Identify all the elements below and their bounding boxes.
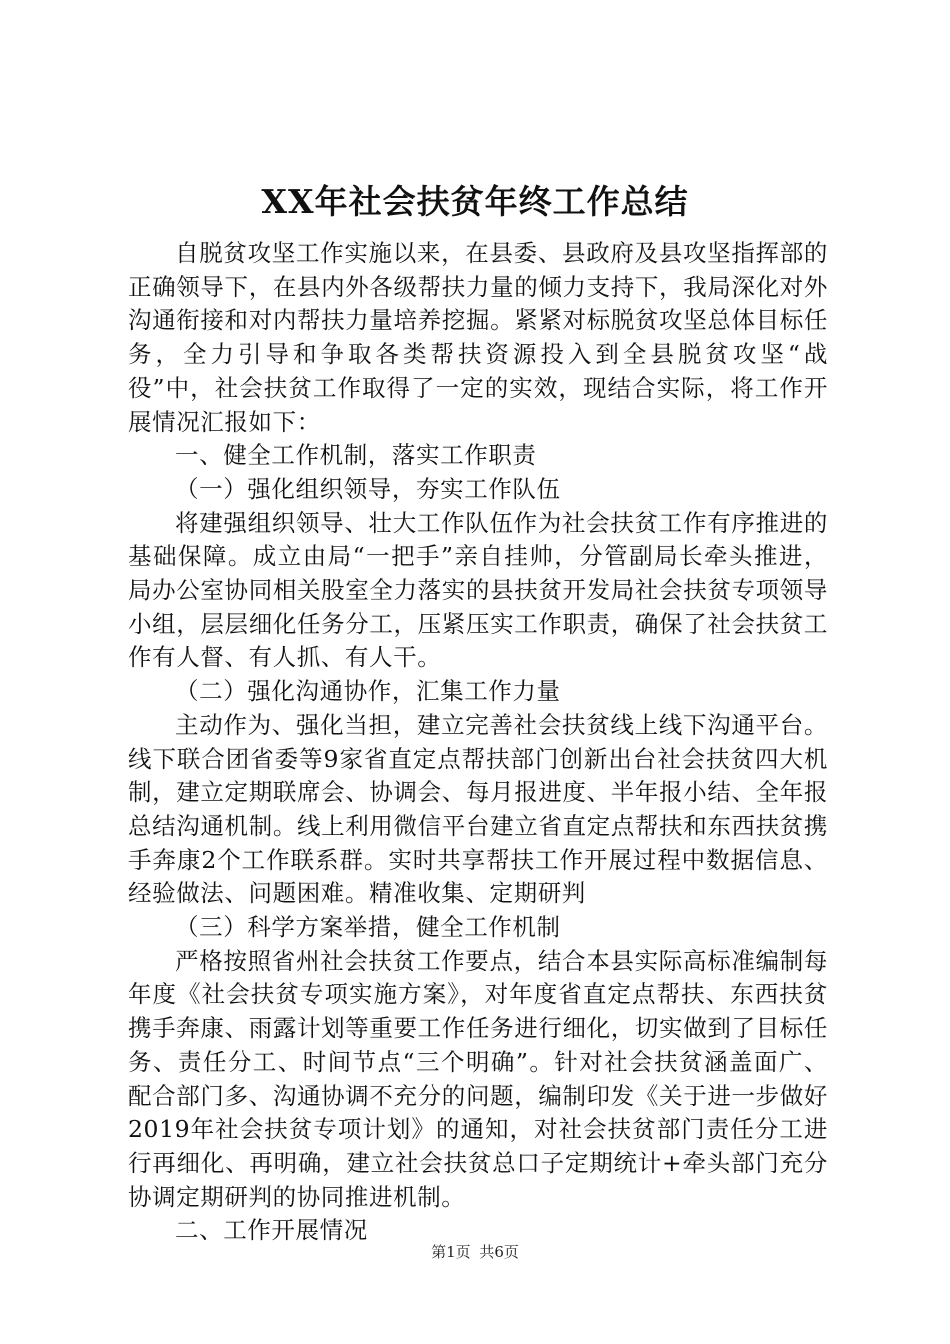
section-heading-2: 二、工作开展情况 — [175, 1216, 368, 1245]
section-heading-1: 一、健全工作机制，落实工作职责 — [175, 441, 537, 470]
subsection-heading-2: （二）强化沟通协作，汇集工作力量 — [175, 677, 561, 706]
body-paragraph: 严格按照省州社会扶贫工作要点，结合本县实际高标准编制每年度《社会扶贫专项实施方案》，对年度省直定点帮扶、东西扶贫携手奔康、雨露计划等重要工作任务进行细化，切实做到了目标任务、责任分工、时间节点“三个明确”。针对社会扶贫涵盖面广、配合部门多、沟通协调不充分的问题，编制印发《关于进一步做好2019年社会扶贫专项计划》的通知，对社会扶贫部门责任分工进行再细化、再明确，建立社会扶贫总口子定期统计+牵头部门充分协调定期研判的协同推进机制。 — [128, 946, 828, 1211]
page-number: 第1页 — [431, 1243, 471, 1261]
intro-paragraph: 自脱贫攻坚工作实施以来，在县委、县政府及县攻坚指挥部的正确领导下，在县内外各级帮扶力量的倾力支持下，我局深化对外沟通衔接和对内帮扶力量培养挖掘。紧紧对标脱贫攻坚总体目标任务，全力引导和争取各类帮扶资源投入到全县脱贫攻坚“战役”中，社会扶贫工作取得了一定的实效，现结合实际，将工作开展情况汇报如下： — [128, 239, 828, 436]
body-paragraph: 主动作为、强化当担，建立完善社会扶贫线上线下沟通平台。线下联合团省委等9家省直定点帮扶部门创新出台社会扶贫四大机制，建立定期联席会、协调会、每月报进度、半年报小结、全年报总结沟通机制。线上利用微信平台建立省直定点帮扶和东西扶贫携手奔康2个工作联系群。实时共享帮扶工作开展过程中数据信息、经验做法、问题困难。精准收集、定期研判 — [128, 710, 828, 908]
subsection-heading-3: （三）科学方案举措，健全工作机制 — [175, 913, 561, 942]
page-total: 共6页 — [479, 1243, 519, 1261]
document-body — [128, 237, 828, 1248]
page-footer — [0, 1242, 950, 1262]
document-title: XX年社会扶贫年终工作总结 — [261, 182, 689, 221]
body-paragraph: 将建强组织领导、壮大工作队伍作为社会扶贫工作有序推进的基础保障。成立由局“一把手”亲自挂帅，分管副局长牵头推进，局办公室协同相关股室全力落实的县扶贫开发局社会扶贫专项领导小组，层层细化任务分工，压紧压实工作职责，确保了社会扶贫工作有人督、有人抓、有人干。 — [128, 508, 828, 672]
subsection-heading-1: （一）强化组织领导，夯实工作队伍 — [175, 474, 561, 503]
